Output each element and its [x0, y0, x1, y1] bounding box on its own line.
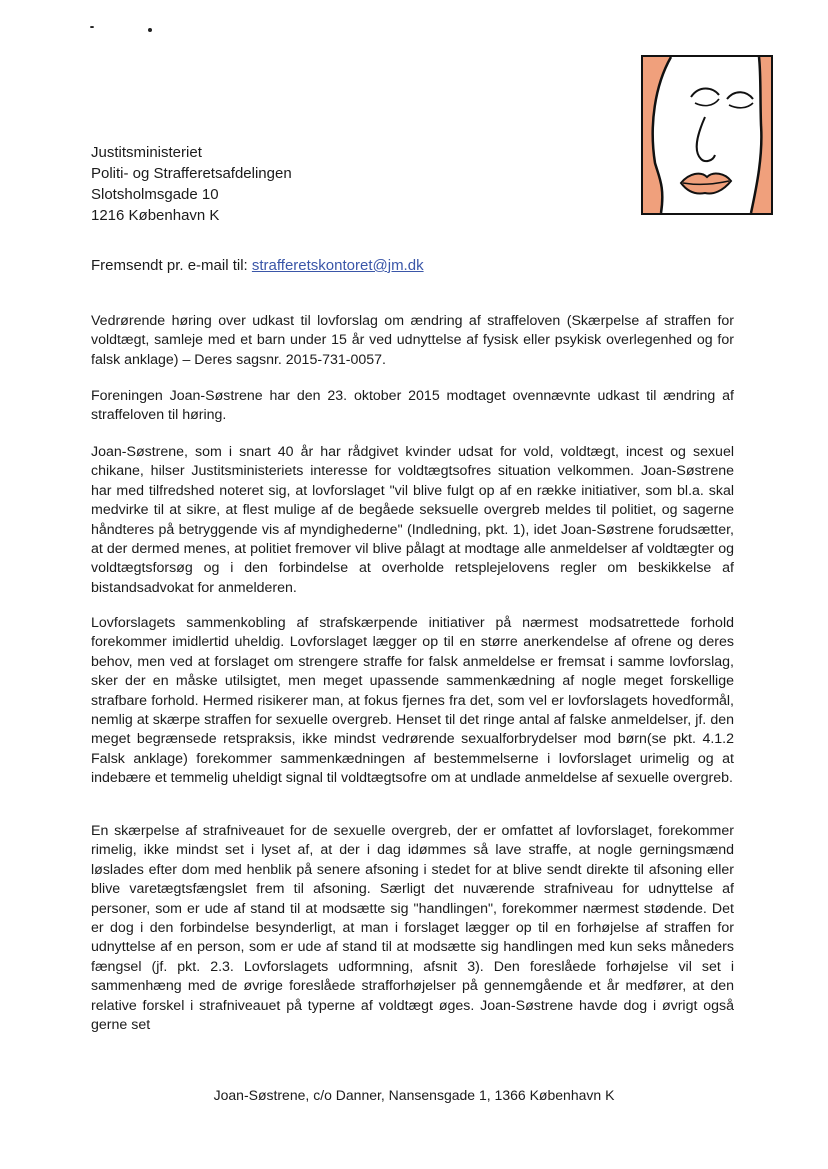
- recipient-department: Politi- og Strafferetsafdelingen: [91, 165, 292, 182]
- body-paragraph-welcome: Joan-Søstrene, som i snart 40 år har rådgivet kvinder udsat for vold, voldtægt, incest og sexuel chikane, hilser Justitsministeriets interesse for voldtægtsofres situation velkommen. Joan-Søstrene har med tilfredshed noteret sig, at lovforslaget "vil blive fulgt op af en række initiativer, som bl.a. skal medvirke til at sikre, at flest mulige af de begåede seksuelle overgreb meldes til politiet, og sagerne håndteres på betryggende vis af myndighederne" (Indledning, pkt. 1), idet Joan-Søstrene forudsætter, at der dermed menes, at politiet fremover vil blive pålagt at modtage alle anmeldelser af voldtægter og voldtægtsforsøg og i den forbindelse at overholde retsplejelovens regler om beskikkelse af bistandsadvokat for anmelderen.: [91, 444, 734, 596]
- recipient-address: [91, 142, 292, 226]
- recipient-city: 1216 København K: [91, 207, 220, 224]
- footer-address: Joan-Søstrene, c/o Danner, Nansensgade 1, 1366 København K: [213, 1087, 615, 1103]
- body-paragraph-sentencing: En skærpelse af strafniveauet for de sexuelle overgreb, der er omfattet af lovforslaget, forekommer rimelig, ikke mindst set i lyset af, at der i dag idømmes så lave straffe, at nogle gerningsmænd løslades efter dom med henblik på senere afsoning i stedet for at blive sendt direkte til afsoning eller blive varetægtsfængslet frem til afsoning. Særligt det nuværende strafniveau for udnyttelse af personer, som er ude af stand til at modsætte sig "handlingen", forekommer nærmest stødende. Det er dog i den forbindelse besynderligt, at man i forslaget lægger op til en forhøjelse af straffen for udnyttelse af en person, som er ude af stand til at modsætte sig handlingen med kun seks måneders fængsel (jf. pkt. 2.3. Lovforslagets udformning, afsnit 3). Den foreslåede forhøjelse vil set i sammenhæng med de øvrige foreslåede strafforhøjelser på gennemgående et år medfører, at den relative forskel i strafniveauet på typerne af voldtægt øges. Joan-Søstrene havde dog i øvrigt også gerne set: [91, 823, 734, 1034]
- sent-by-email-line: [91, 256, 424, 276]
- email-link[interactable]: strafferetskontoret@jm.dk: [251, 257, 424, 274]
- subject-paragraph: Vedrørende høring over udkast til lovforslag om ændring af straffeloven (Skærpelse af straffen for voldtægt, samleje med et barn under 15 år ved udnyttelse af fysisk eller psykisk overlegenhed og for falsk anklage) – Deres sagsnr. 2015-731-0057.: [91, 313, 734, 368]
- scan-speck: [90, 26, 94, 28]
- woman-face-logo: [641, 55, 773, 215]
- recipient-name: Justitsministeriet: [91, 144, 202, 161]
- recipient-street: Slotsholmsgade 10: [91, 186, 219, 203]
- scan-speck: [148, 28, 152, 32]
- body-paragraph-coupling: Lovforslagets sammenkobling af strafskærpende initiativer på nærmest modsatrettede forhold forekommer imidlertid uheldig. Lovforslaget lægger op til en større anerkendelse af ofrene og deres behov, men ved at forslaget om strengere straffe for falsk anmeldelse er fremsat i samme lovforslag, sker der en måske utilsigtet, men meget upassende sammenkædning af nogle meget forskellige strafbare forhold. Hermed risikerer man, at fokus fjernes fra det, som vel er lovforslagets hovedformål, nemlig at skærpe straffen for sexuelle overgreb. Henset til det ringe antal af falske anmeldelser, jf. den meget begrænsede retspraksis, ikke mindst vedrørende sexualforbrydelser mod børn(se pkt. 4.1.2 Falsk anklage) forekommer sammenkædningen af bestemmelserne i lovforslaget urimelig og at indebære et temmelig uheldigt signal til voldtægtsofre om at undlade anmeldelse af sexuelle overgreb.: [91, 615, 734, 787]
- sent-label: Fremsendt pr. e-mail til:: [91, 257, 248, 274]
- body-paragraph-received: Foreningen Joan-Søstrene har den 23. oktober 2015 modtaget ovennævnte udkast til ændring af straffeloven til høring.: [91, 388, 734, 424]
